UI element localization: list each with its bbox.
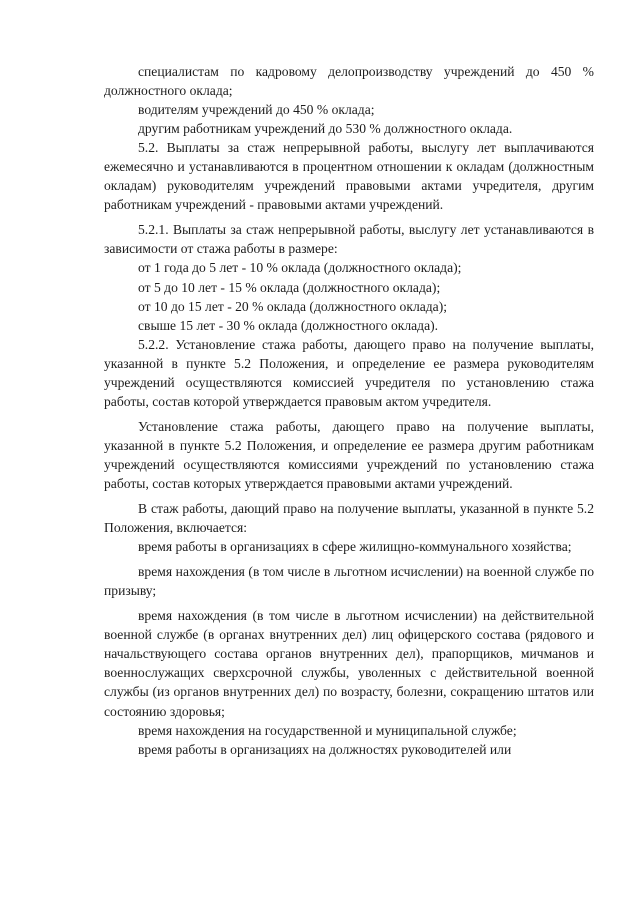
paragraph-housing-utilities: время работы в организациях в сфере жилищно-коммунального хозяйства; [138, 539, 572, 555]
paragraph-other-workers-commission: Установление стажа работы, дающего право на получение выплаты, указанной в пункте 5.2 Положения, и определение ее размера другим работникам учреждений осуществляются комиссиями учреждений по установлению стажа работы, состав которых утверждается правовыми актами учреждений. [104, 418, 594, 491]
paragraph-tier-over-15-years: свыше 15 лет - 30 % оклада (должностного оклада). [138, 317, 439, 333]
paragraph-hr-specialists: специалистам по кадровому делопроизводству учреждений до 450 % должностного оклада; [104, 64, 594, 99]
paragraph-tier-10-15-years: от 10 до 15 лет - 20 % оклада (должностного оклада); [138, 298, 448, 314]
paragraph-other-workers: другим работникам учреждений до 530 % должностного оклада. [138, 121, 513, 137]
paragraph-section-5-2: 5.2. Выплаты за стаж непрерывной работы, выслугу лет выплачиваются ежемесячно и устанавливаются в процентном отношении к окладам (должностным окладам) руководителям учреждений правовыми актами учредителя, другим работникам учреждений - правовыми актами учреждений. [104, 140, 594, 213]
paragraph-conscript-service: время нахождения (в том числе в льготном исчислении) на военной службе по призыву; [104, 564, 594, 599]
paragraph-section-5-2-2: 5.2.2. Установление стажа работы, дающего право на получение выплаты, указанной в пункте 5.2 Положения, и определение ее размера руководителям учреждений осуществляются комиссией учредителя по установлению стажа работы, состав которой утверждается правовым актом учредителя. [104, 336, 594, 409]
paragraph-tier-5-10-years: от 5 до 10 лет - 15 % оклада (должностного оклада); [138, 279, 441, 295]
paragraph-tier-1-5-years: от 1 года до 5 лет - 10 % оклада (должностного оклада); [138, 260, 462, 276]
paragraph-active-military-service: время нахождения (в том числе в льготном исчислении) на действительной военной службе (в органах внутренних дел) лиц офицерского состава (рядового и начальствующего состава органов внутренних дел), прапорщиков, мичманов и военнослужащих сверхсрочной службы, уволенных с действительной военной службы (из органов внутренних дел) по возрасту, болезни, сокращению штатов или состоянию здоровья; [104, 608, 594, 719]
paragraph-included-in-service: В стаж работы, дающий право на получение выплаты, указанной в пункте 5.2 Положения, включается: [104, 501, 594, 536]
document-body [104, 62, 594, 759]
paragraph-management-positions: время работы в организациях на должностях руководителей или [138, 741, 512, 757]
paragraph-state-municipal-service: время нахождения на государственной и муниципальной службе; [138, 722, 517, 738]
paragraph-drivers: водителям учреждений до 450 % оклада; [138, 102, 375, 118]
paragraph-section-5-2-1: 5.2.1. Выплаты за стаж непрерывной работы, выслугу лет устанавливаются в зависимости от стажа работы в размере: [104, 222, 594, 257]
